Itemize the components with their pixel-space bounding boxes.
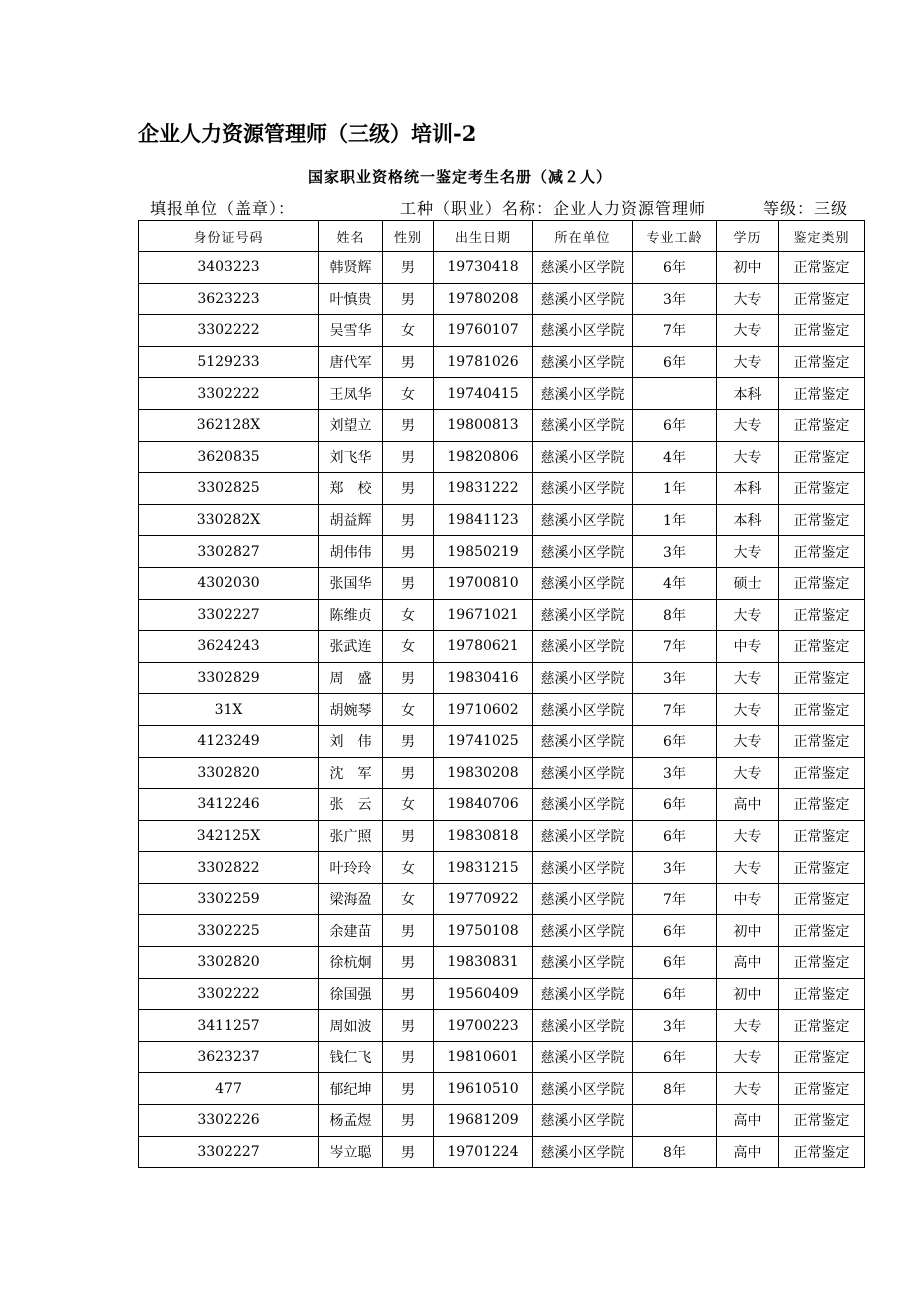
cell-exam-type: 正常鉴定	[779, 725, 865, 757]
table-row	[139, 978, 865, 1010]
cell-work-years: 8年	[633, 1073, 717, 1105]
cell-education: 大专	[717, 1010, 779, 1042]
cell-unit: 慈溪小区学院	[533, 567, 633, 599]
cell-exam-type: 正常鉴定	[779, 789, 865, 821]
cell-education: 高中	[717, 789, 779, 821]
cell-work-years: 3年	[633, 757, 717, 789]
cell-unit: 慈溪小区学院	[533, 441, 633, 473]
cell-birth-date: 19830818	[434, 820, 533, 852]
cell-work-years: 1年	[633, 504, 717, 536]
header-name: 姓名	[319, 221, 383, 252]
cell-gender: 男	[383, 1136, 434, 1168]
cell-gender: 男	[383, 1010, 434, 1042]
table-row	[139, 473, 865, 505]
cell-birth-date: 19681209	[434, 1105, 533, 1137]
cell-education: 大专	[717, 757, 779, 789]
cell-name: 郑 校	[319, 473, 383, 505]
cell-unit: 慈溪小区学院	[533, 789, 633, 821]
cell-birth-date: 19831215	[434, 852, 533, 884]
table-row	[139, 599, 865, 631]
cell-exam-type: 正常鉴定	[779, 978, 865, 1010]
table-row	[139, 1136, 865, 1168]
cell-unit: 慈溪小区学院	[533, 757, 633, 789]
cell-work-years: 7年	[633, 694, 717, 726]
cell-education: 初中	[717, 252, 779, 284]
cell-id-number: 3302827	[139, 536, 319, 568]
cell-exam-type: 正常鉴定	[779, 1073, 865, 1105]
cell-work-years: 6年	[633, 346, 717, 378]
cell-education: 中专	[717, 631, 779, 663]
cell-unit: 慈溪小区学院	[533, 1010, 633, 1042]
cell-birth-date: 19740415	[434, 378, 533, 410]
cell-name: 沈 军	[319, 757, 383, 789]
cell-exam-type: 正常鉴定	[779, 947, 865, 979]
cell-gender: 女	[383, 631, 434, 663]
header-unit: 所在单位	[533, 221, 633, 252]
cell-unit: 慈溪小区学院	[533, 252, 633, 284]
cell-unit: 慈溪小区学院	[533, 409, 633, 441]
cell-birth-date: 19700223	[434, 1010, 533, 1042]
cell-education: 大专	[717, 409, 779, 441]
cell-exam-type: 正常鉴定	[779, 283, 865, 315]
cell-exam-type: 正常鉴定	[779, 662, 865, 694]
cell-id-number: 3623223	[139, 283, 319, 315]
cell-birth-date: 19700810	[434, 567, 533, 599]
cell-gender: 女	[383, 599, 434, 631]
cell-gender: 女	[383, 378, 434, 410]
cell-work-years	[633, 1105, 717, 1137]
cell-gender: 男	[383, 662, 434, 694]
cell-exam-type: 正常鉴定	[779, 346, 865, 378]
cell-unit: 慈溪小区学院	[533, 346, 633, 378]
table-row	[139, 1073, 865, 1105]
cell-unit: 慈溪小区学院	[533, 694, 633, 726]
table-row	[139, 883, 865, 915]
cell-gender: 男	[383, 346, 434, 378]
cell-id-number: 330282X	[139, 504, 319, 536]
cell-gender: 女	[383, 315, 434, 347]
cell-id-number: 3411257	[139, 1010, 319, 1042]
cell-birth-date: 19810601	[434, 1041, 533, 1073]
cell-birth-date: 19780208	[434, 283, 533, 315]
table-row	[139, 346, 865, 378]
reporting-unit-label: 填报单位（盖章）：	[150, 199, 296, 218]
cell-work-years: 7年	[633, 883, 717, 915]
table-row	[139, 252, 865, 284]
cell-gender: 男	[383, 1073, 434, 1105]
table-row	[139, 694, 865, 726]
cell-exam-type: 正常鉴定	[779, 757, 865, 789]
cell-exam-type: 正常鉴定	[779, 536, 865, 568]
table-row	[139, 757, 865, 789]
cell-birth-date: 19671021	[434, 599, 533, 631]
cell-name: 胡婉琴	[319, 694, 383, 726]
cell-exam-type: 正常鉴定	[779, 1105, 865, 1137]
cell-id-number: 4302030	[139, 567, 319, 599]
table-row	[139, 820, 865, 852]
cell-work-years: 4年	[633, 567, 717, 599]
cell-education: 大专	[717, 346, 779, 378]
cell-gender: 男	[383, 1105, 434, 1137]
table-row	[139, 1105, 865, 1137]
cell-education: 大专	[717, 315, 779, 347]
cell-birth-date: 19831222	[434, 473, 533, 505]
header-gender: 性别	[383, 221, 434, 252]
cell-id-number: 3412246	[139, 789, 319, 821]
cell-name: 梁海盈	[319, 883, 383, 915]
header-id-number: 身份证号码	[139, 221, 319, 252]
cell-name: 胡伟伟	[319, 536, 383, 568]
cell-education: 大专	[717, 852, 779, 884]
cell-exam-type: 正常鉴定	[779, 441, 865, 473]
cell-id-number: 3302227	[139, 1136, 319, 1168]
cell-education: 中专	[717, 883, 779, 915]
cell-name: 吴雪华	[319, 315, 383, 347]
cell-id-number: 3302259	[139, 883, 319, 915]
cell-id-number: 362128X	[139, 409, 319, 441]
cell-unit: 慈溪小区学院	[533, 852, 633, 884]
table-row	[139, 536, 865, 568]
cell-work-years: 6年	[633, 947, 717, 979]
cell-unit: 慈溪小区学院	[533, 662, 633, 694]
cell-education: 大专	[717, 725, 779, 757]
cell-id-number: 3620835	[139, 441, 319, 473]
cell-work-years: 1年	[633, 473, 717, 505]
cell-exam-type: 正常鉴定	[779, 694, 865, 726]
cell-unit: 慈溪小区学院	[533, 947, 633, 979]
cell-exam-type: 正常鉴定	[779, 1010, 865, 1042]
cell-gender: 男	[383, 252, 434, 284]
cell-name: 陈维贞	[319, 599, 383, 631]
cell-name: 刘 伟	[319, 725, 383, 757]
cell-gender: 女	[383, 852, 434, 884]
cell-id-number: 3302825	[139, 473, 319, 505]
cell-work-years: 4年	[633, 441, 717, 473]
cell-birth-date: 19830208	[434, 757, 533, 789]
cell-education: 大专	[717, 283, 779, 315]
cell-education: 高中	[717, 1136, 779, 1168]
cell-exam-type: 正常鉴定	[779, 252, 865, 284]
cell-work-years: 7年	[633, 631, 717, 663]
cell-name: 张国华	[319, 567, 383, 599]
cell-exam-type: 正常鉴定	[779, 1136, 865, 1168]
cell-education: 大专	[717, 1073, 779, 1105]
cell-education: 初中	[717, 978, 779, 1010]
cell-unit: 慈溪小区学院	[533, 378, 633, 410]
cell-unit: 慈溪小区学院	[533, 504, 633, 536]
table-row	[139, 441, 865, 473]
cell-exam-type: 正常鉴定	[779, 315, 865, 347]
cell-education: 硕士	[717, 567, 779, 599]
cell-education: 高中	[717, 947, 779, 979]
cell-id-number: 3302222	[139, 315, 319, 347]
cell-gender: 男	[383, 820, 434, 852]
cell-birth-date: 19750108	[434, 915, 533, 947]
cell-birth-date: 19730418	[434, 252, 533, 284]
cell-birth-date: 19830831	[434, 947, 533, 979]
cell-name: 韩贤辉	[319, 252, 383, 284]
header-education: 学历	[717, 221, 779, 252]
cell-id-number: 5129233	[139, 346, 319, 378]
table-row	[139, 1010, 865, 1042]
cell-name: 周 盛	[319, 662, 383, 694]
table-row	[139, 725, 865, 757]
cell-id-number: 3302822	[139, 852, 319, 884]
cell-gender: 女	[383, 789, 434, 821]
table-row	[139, 409, 865, 441]
cell-id-number: 3302222	[139, 378, 319, 410]
cell-work-years: 6年	[633, 978, 717, 1010]
cell-exam-type: 正常鉴定	[779, 852, 865, 884]
cell-name: 郁纪坤	[319, 1073, 383, 1105]
cell-work-years: 6年	[633, 1041, 717, 1073]
cell-unit: 慈溪小区学院	[533, 631, 633, 663]
cell-id-number: 4123249	[139, 725, 319, 757]
cell-unit: 慈溪小区学院	[533, 1136, 633, 1168]
cell-birth-date: 19710602	[434, 694, 533, 726]
cell-gender: 男	[383, 1041, 434, 1073]
table-row	[139, 662, 865, 694]
header-work-years: 专业工龄	[633, 221, 717, 252]
table-row	[139, 1041, 865, 1073]
cell-name: 胡益辉	[319, 504, 383, 536]
cell-id-number: 3624243	[139, 631, 319, 663]
cell-unit: 慈溪小区学院	[533, 978, 633, 1010]
cell-gender: 男	[383, 283, 434, 315]
table-row	[139, 631, 865, 663]
cell-exam-type: 正常鉴定	[779, 915, 865, 947]
cell-gender: 男	[383, 725, 434, 757]
cell-education: 大专	[717, 599, 779, 631]
document-title: 企业人力资源管理师（三级）培训-2	[138, 121, 477, 146]
cell-unit: 慈溪小区学院	[533, 883, 633, 915]
cell-birth-date: 19610510	[434, 1073, 533, 1105]
cell-education: 大专	[717, 662, 779, 694]
cell-unit: 慈溪小区学院	[533, 473, 633, 505]
cell-education: 高中	[717, 1105, 779, 1137]
cell-work-years: 7年	[633, 315, 717, 347]
register-subtitle: 国家职业资格统一鉴定考生名册（减２人）	[307, 168, 612, 186]
cell-exam-type: 正常鉴定	[779, 409, 865, 441]
cell-birth-date: 19560409	[434, 978, 533, 1010]
cell-id-number: 342125X	[139, 820, 319, 852]
table-row	[139, 315, 865, 347]
cell-exam-type: 正常鉴定	[779, 567, 865, 599]
table-row	[139, 567, 865, 599]
table-header-row	[139, 221, 865, 252]
cell-gender: 女	[383, 883, 434, 915]
cell-name: 王凤华	[319, 378, 383, 410]
cell-work-years: 6年	[633, 915, 717, 947]
cell-work-years: 6年	[633, 820, 717, 852]
table-row	[139, 789, 865, 821]
cell-name: 徐杭炯	[319, 947, 383, 979]
cell-name: 余建苗	[319, 915, 383, 947]
level-label: 等级：三级	[763, 199, 849, 218]
cell-name: 叶慎贵	[319, 283, 383, 315]
cell-birth-date: 19830416	[434, 662, 533, 694]
table-row	[139, 947, 865, 979]
cell-name: 唐代军	[319, 346, 383, 378]
work-type-label: 工种（职业）名称：企业人力资源管理师	[400, 199, 707, 218]
cell-work-years: 3年	[633, 536, 717, 568]
cell-birth-date: 19781026	[434, 346, 533, 378]
cell-exam-type: 正常鉴定	[779, 1041, 865, 1073]
cell-name: 徐国强	[319, 978, 383, 1010]
candidate-table	[138, 220, 865, 1168]
cell-birth-date: 19780621	[434, 631, 533, 663]
cell-gender: 男	[383, 409, 434, 441]
cell-work-years: 3年	[633, 662, 717, 694]
cell-id-number: 3623237	[139, 1041, 319, 1073]
cell-name: 钱仁飞	[319, 1041, 383, 1073]
cell-id-number: 3302226	[139, 1105, 319, 1137]
cell-gender: 男	[383, 567, 434, 599]
cell-birth-date: 19841123	[434, 504, 533, 536]
cell-gender: 男	[383, 915, 434, 947]
cell-name: 周如波	[319, 1010, 383, 1042]
cell-work-years: 6年	[633, 252, 717, 284]
cell-work-years: 8年	[633, 1136, 717, 1168]
cell-unit: 慈溪小区学院	[533, 820, 633, 852]
cell-exam-type: 正常鉴定	[779, 631, 865, 663]
cell-name: 张 云	[319, 789, 383, 821]
cell-unit: 慈溪小区学院	[533, 599, 633, 631]
cell-work-years: 8年	[633, 599, 717, 631]
cell-work-years: 3年	[633, 283, 717, 315]
cell-gender: 男	[383, 947, 434, 979]
cell-birth-date: 19820806	[434, 441, 533, 473]
cell-birth-date: 19800813	[434, 409, 533, 441]
cell-unit: 慈溪小区学院	[533, 283, 633, 315]
cell-gender: 男	[383, 441, 434, 473]
cell-name: 刘望立	[319, 409, 383, 441]
cell-unit: 慈溪小区学院	[533, 315, 633, 347]
table-row	[139, 378, 865, 410]
cell-birth-date: 19741025	[434, 725, 533, 757]
header-birth-date: 出生日期	[434, 221, 533, 252]
cell-work-years: 6年	[633, 789, 717, 821]
cell-unit: 慈溪小区学院	[533, 915, 633, 947]
cell-education: 本科	[717, 504, 779, 536]
cell-exam-type: 正常鉴定	[779, 504, 865, 536]
cell-work-years: 3年	[633, 852, 717, 884]
cell-id-number: 3302225	[139, 915, 319, 947]
cell-education: 大专	[717, 536, 779, 568]
cell-unit: 慈溪小区学院	[533, 1105, 633, 1137]
cell-id-number: 31X	[139, 694, 319, 726]
table-row	[139, 915, 865, 947]
cell-name: 刘飞华	[319, 441, 383, 473]
cell-birth-date: 19850219	[434, 536, 533, 568]
cell-id-number: 3302820	[139, 947, 319, 979]
table-row	[139, 504, 865, 536]
cell-education: 本科	[717, 473, 779, 505]
cell-id-number: 3302820	[139, 757, 319, 789]
cell-unit: 慈溪小区学院	[533, 536, 633, 568]
table-row	[139, 283, 865, 315]
cell-name: 岑立聪	[319, 1136, 383, 1168]
cell-education: 本科	[717, 378, 779, 410]
cell-exam-type: 正常鉴定	[779, 883, 865, 915]
cell-work-years: 6年	[633, 409, 717, 441]
cell-education: 大专	[717, 694, 779, 726]
cell-gender: 男	[383, 536, 434, 568]
cell-name: 杨孟煜	[319, 1105, 383, 1137]
header-exam-type: 鉴定类别	[779, 221, 865, 252]
cell-id-number: 3302829	[139, 662, 319, 694]
cell-exam-type: 正常鉴定	[779, 473, 865, 505]
cell-work-years: 6年	[633, 725, 717, 757]
cell-birth-date: 19840706	[434, 789, 533, 821]
cell-name: 张广照	[319, 820, 383, 852]
cell-birth-date: 19770922	[434, 883, 533, 915]
cell-unit: 慈溪小区学院	[533, 725, 633, 757]
cell-education: 大专	[717, 441, 779, 473]
cell-gender: 男	[383, 978, 434, 1010]
cell-education: 初中	[717, 915, 779, 947]
cell-exam-type: 正常鉴定	[779, 378, 865, 410]
cell-work-years: 3年	[633, 1010, 717, 1042]
table-row	[139, 852, 865, 884]
cell-gender: 男	[383, 504, 434, 536]
cell-exam-type: 正常鉴定	[779, 599, 865, 631]
cell-id-number: 477	[139, 1073, 319, 1105]
cell-unit: 慈溪小区学院	[533, 1073, 633, 1105]
cell-gender: 男	[383, 757, 434, 789]
cell-gender: 女	[383, 694, 434, 726]
cell-birth-date: 19760107	[434, 315, 533, 347]
cell-gender: 男	[383, 473, 434, 505]
cell-education: 大专	[717, 820, 779, 852]
cell-birth-date: 19701224	[434, 1136, 533, 1168]
cell-id-number: 3403223	[139, 252, 319, 284]
cell-education: 大专	[717, 1041, 779, 1073]
cell-unit: 慈溪小区学院	[533, 1041, 633, 1073]
cell-exam-type: 正常鉴定	[779, 820, 865, 852]
cell-id-number: 3302222	[139, 978, 319, 1010]
table-body	[139, 252, 865, 1168]
cell-id-number: 3302227	[139, 599, 319, 631]
cell-name: 张武连	[319, 631, 383, 663]
cell-work-years	[633, 378, 717, 410]
cell-name: 叶玲玲	[319, 852, 383, 884]
